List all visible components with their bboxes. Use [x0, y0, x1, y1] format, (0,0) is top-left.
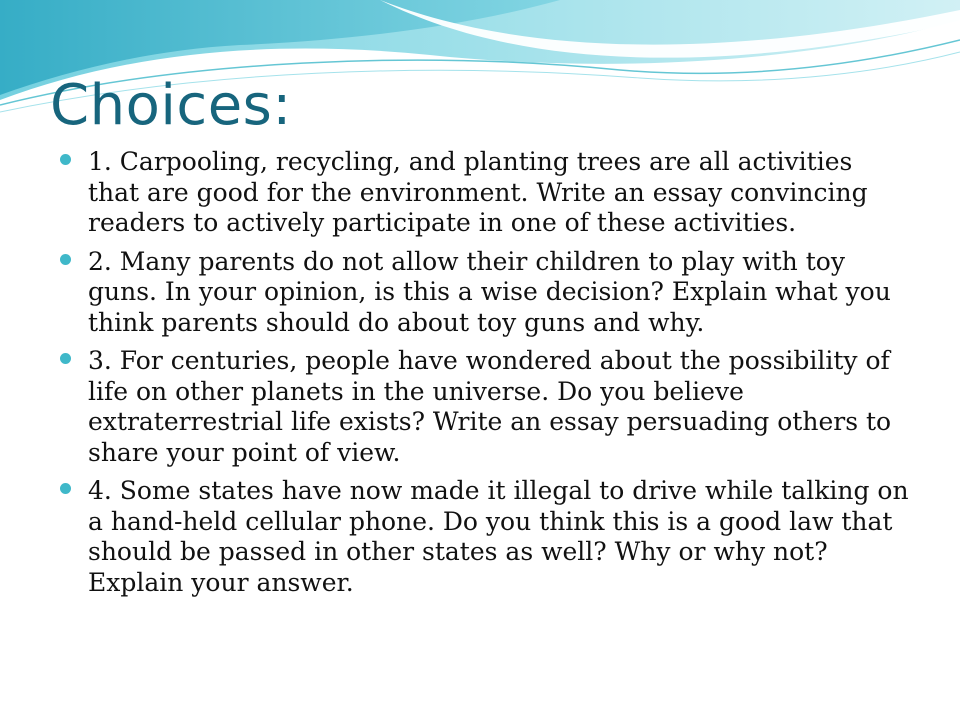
bullet-dot-icon — [60, 254, 71, 265]
bullet-list — [60, 147, 910, 606]
bullet-text-1: 1. Carpooling, recycling, and planting trees are all activities that are good for the environment. Write an essay convincing readers to actively participate in one of these activities. — [88, 147, 868, 237]
bullet-item-4 — [60, 476, 910, 598]
bullet-text-3: 3. For centuries, people have wondered about the possibility of life on other planets in the universe. Do you believe extraterrestrial life exists? Write an essay persuading others to share your point of view. — [88, 346, 892, 467]
bullet-text-4: 4. Some states have now made it illegal to drive while talking on a hand-held cellular phone. Do you think this is a good law that should be passed in other states as well? Why or why not? Explain your answer. — [88, 476, 909, 597]
slide-title: Choices: — [50, 73, 292, 138]
bullet-item-1 — [60, 147, 910, 239]
bullet-dot-icon — [60, 353, 71, 364]
bullet-item-2 — [60, 247, 910, 339]
bullet-dot-icon — [60, 154, 71, 165]
bullet-dot-icon — [60, 483, 71, 494]
bullet-item-3 — [60, 346, 910, 468]
bullet-text-2: 2. Many parents do not allow their children to play with toy guns. In your opinion, is this a wise decision? Explain what you think parents should do about toy guns and why. — [88, 246, 891, 337]
